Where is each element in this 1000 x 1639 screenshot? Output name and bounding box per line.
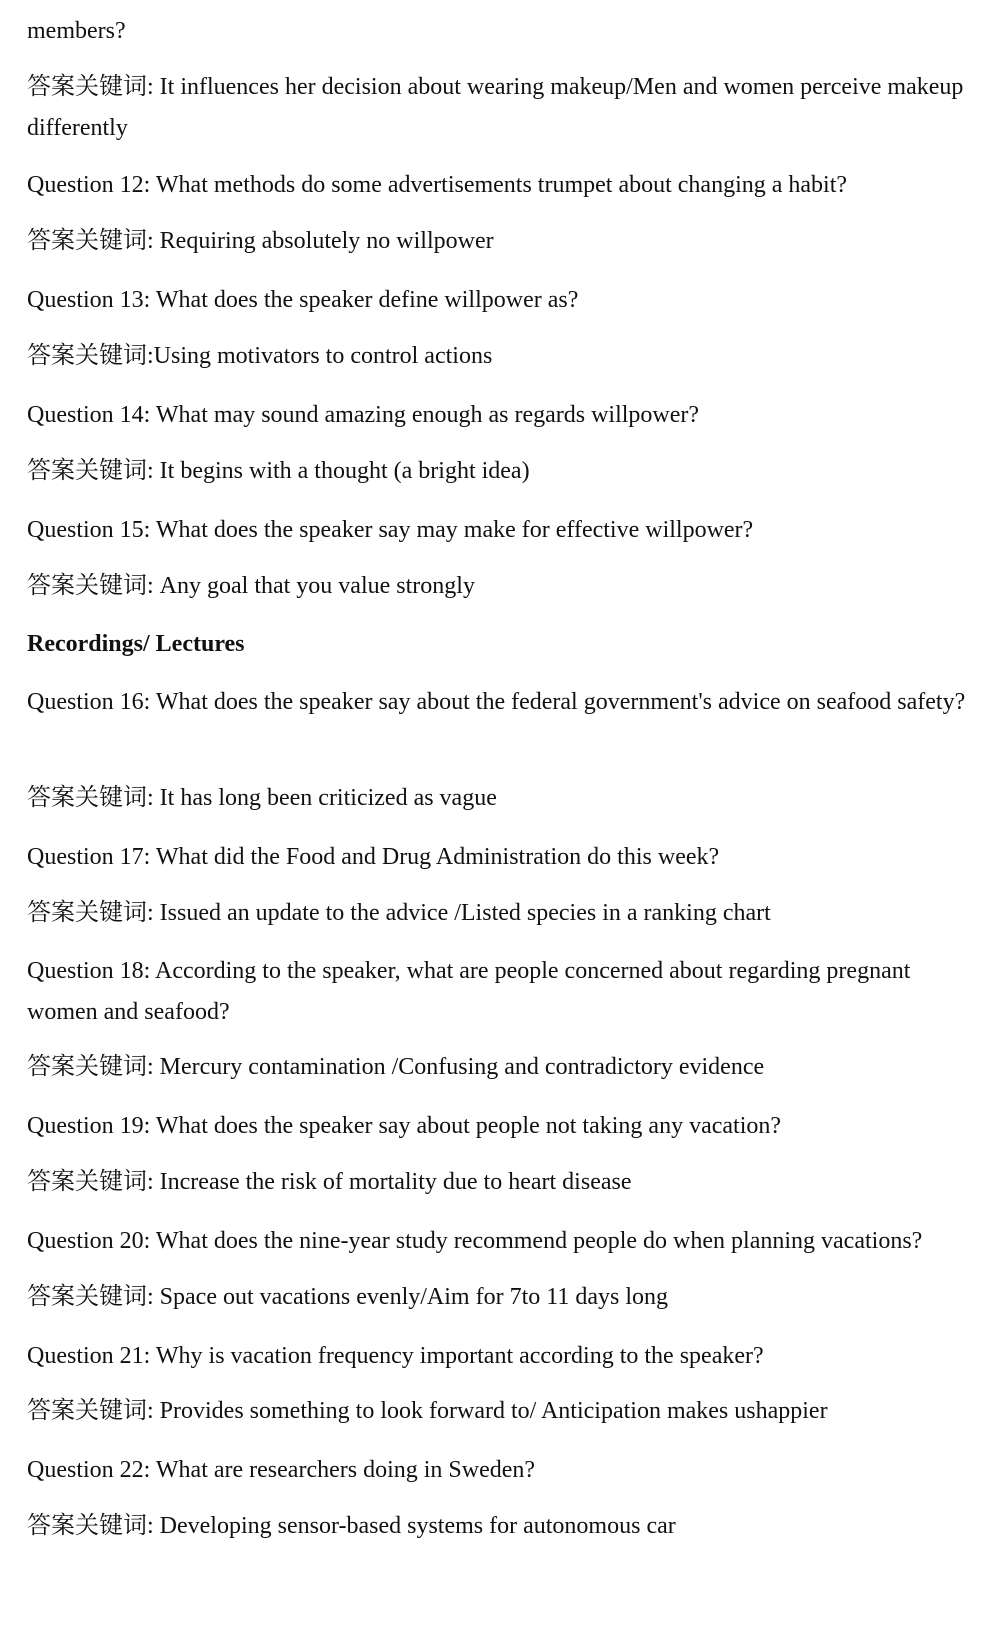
answer-keywords: 答案关键词: Requiring absolutely no willpower [27, 228, 494, 254]
answer-keywords: 答案关键词: Any goal that you value strongly [27, 573, 475, 599]
answer-keywords: 答案关键词: It influences her decision about wearing makeup/Men and women perceive makeup differently [27, 74, 964, 141]
answer-keywords: 答案关键词: Issued an update to the advice /Listed species in a ranking chart [27, 900, 771, 926]
answer-keywords: 答案关键词: It begins with a thought (a bright idea) [27, 458, 530, 484]
question-17: Question 17: What did the Food and Drug Administration do this week? [27, 844, 720, 870]
text-line: members? [27, 18, 126, 44]
question-14: Question 14: What may sound amazing enough as regards willpower? [27, 402, 700, 428]
answer-keywords: 答案关键词: Increase the risk of mortality due to heart disease [27, 1169, 632, 1195]
question-18: Question 18: According to the speaker, what are people concerned about regarding pregnant women and seafood? [27, 958, 911, 1025]
question-20: Question 20: What does the nine-year study recommend people do when planning vacations? [27, 1228, 923, 1254]
question-15: Question 15: What does the speaker say may make for effective willpower? [27, 517, 754, 543]
answer-keywords: 答案关键词: Provides something to look forward to/ Anticipation makes ushappier [27, 1398, 828, 1424]
section-heading: Recordings/ Lectures [27, 631, 245, 657]
answer-keywords: 答案关键词: Mercury contamination /Confusing and contradictory evidence [27, 1054, 765, 1080]
answer-keywords: 答案关键词: Developing sensor-based systems for autonomous car [27, 1513, 676, 1539]
question-22: Question 22: What are researchers doing in Sweden? [27, 1457, 536, 1483]
question-16: Question 16: What does the speaker say about the federal government's advice on seafood safety? [27, 689, 966, 715]
question-13: Question 13: What does the speaker define willpower as? [27, 287, 579, 313]
question-19: Question 19: What does the speaker say about people not taking any vacation? [27, 1113, 782, 1139]
answer-keywords: 答案关键词: Space out vacations evenly/Aim for 7to 11 days long [27, 1284, 669, 1310]
answer-keywords: 答案关键词: It has long been criticized as vague [27, 785, 497, 811]
question-12: Question 12: What methods do some advertisements trumpet about changing a habit? [27, 172, 848, 198]
answer-keywords: 答案关键词:Using motivators to control actions [27, 343, 493, 369]
question-21: Question 21: Why is vacation frequency important according to the speaker? [27, 1343, 764, 1369]
